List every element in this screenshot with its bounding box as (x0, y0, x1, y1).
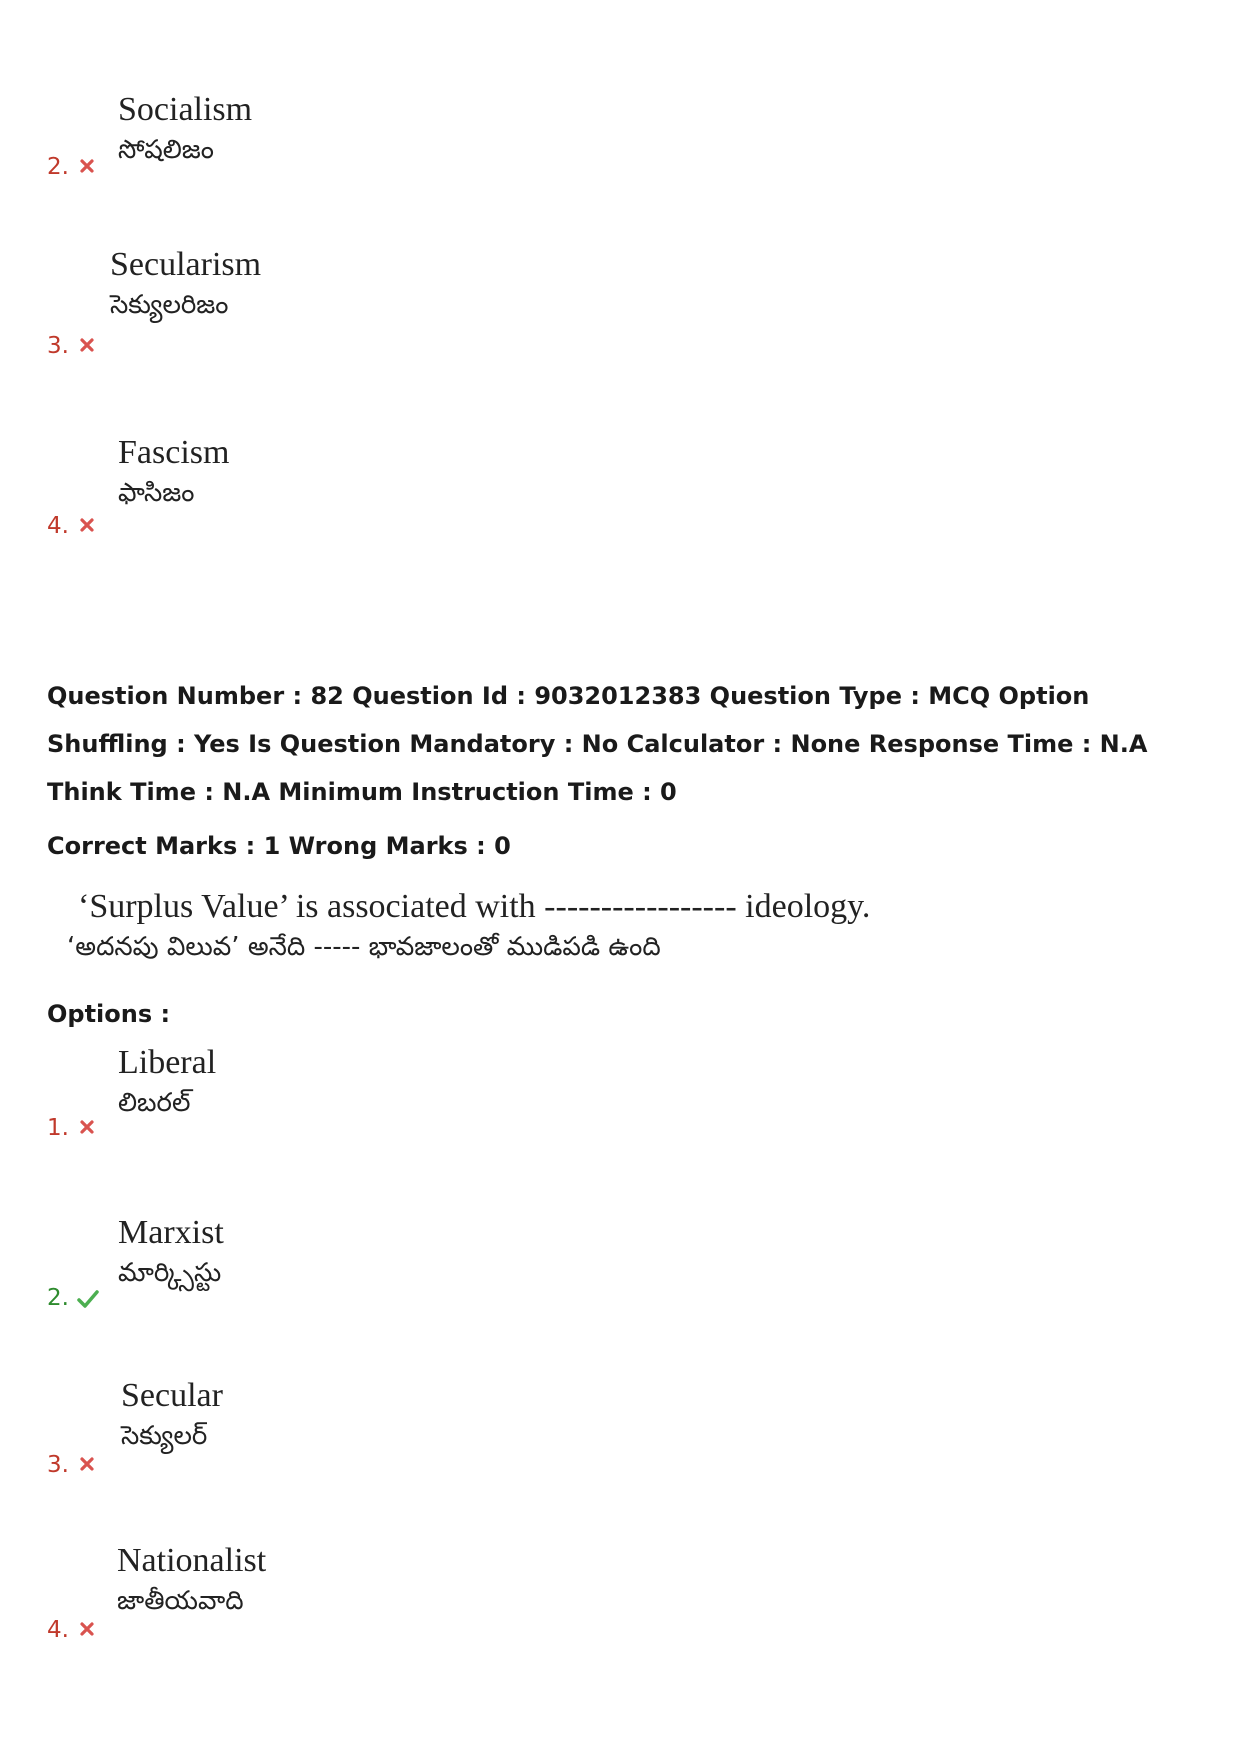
option-image (118, 433, 229, 513)
question-text-telugu: ‘అదనపు విలువ’ అనేది ----- భావజాలంతో ముడిపడి ఉంది (67, 932, 661, 962)
option-telugu: ఫాసిజం (118, 478, 195, 508)
option-number: 2. (47, 154, 69, 180)
option-number: 4. (47, 1617, 69, 1643)
cross-icon (79, 517, 95, 533)
option-image (121, 1376, 223, 1456)
cross-icon (79, 1119, 95, 1135)
check-icon (76, 1289, 100, 1309)
option-english: Liberal (118, 1044, 217, 1081)
option-number: 3. (47, 333, 69, 359)
option-number: 2. (47, 1285, 69, 1311)
option-number: 3. (47, 1452, 69, 1478)
option-telugu: లిబరల్ (118, 1088, 191, 1118)
question-meta: Question Number : 82 Question Id : 9032012383 Question Type : MCQ Option Shuffling : Yes Is Question Mandatory : No Calculator : None Response Time : N.A Think Time : N.A Minimum Instruction Time : 0 (47, 682, 1148, 806)
option-image (118, 1213, 224, 1293)
option-telugu: జాతీయవాది (117, 1586, 244, 1616)
options-label: Options : (47, 1000, 171, 1028)
option-english: Fascism (118, 434, 230, 471)
option-image (110, 245, 261, 325)
option-english: Nationalist (117, 1542, 267, 1579)
option-telugu: మార్క్సిస్టు (118, 1258, 222, 1288)
option-number: 4. (47, 513, 69, 539)
marks-line: Correct Marks : 1 Wrong Marks : 0 (47, 832, 511, 860)
option-english: Secular (121, 1377, 223, 1414)
option-english: Socialism (118, 91, 253, 128)
option-image (117, 1541, 266, 1621)
cross-icon (79, 1621, 95, 1637)
question-text-english: ‘Surplus Value’ is associated with ----------------- ideology. (78, 888, 871, 925)
option-image (118, 90, 252, 170)
cross-icon (79, 1456, 95, 1472)
cross-icon (79, 337, 95, 353)
option-telugu: సోషలిజం (118, 135, 214, 165)
option-english: Marxist (118, 1214, 224, 1251)
option-telugu: సెక్యులరిజం (110, 290, 229, 320)
cross-icon (79, 158, 95, 174)
option-number: 1. (47, 1115, 69, 1141)
option-english: Secularism (110, 246, 262, 283)
option-image (118, 1043, 216, 1123)
option-telugu: సెక్యులర్ (121, 1421, 208, 1451)
